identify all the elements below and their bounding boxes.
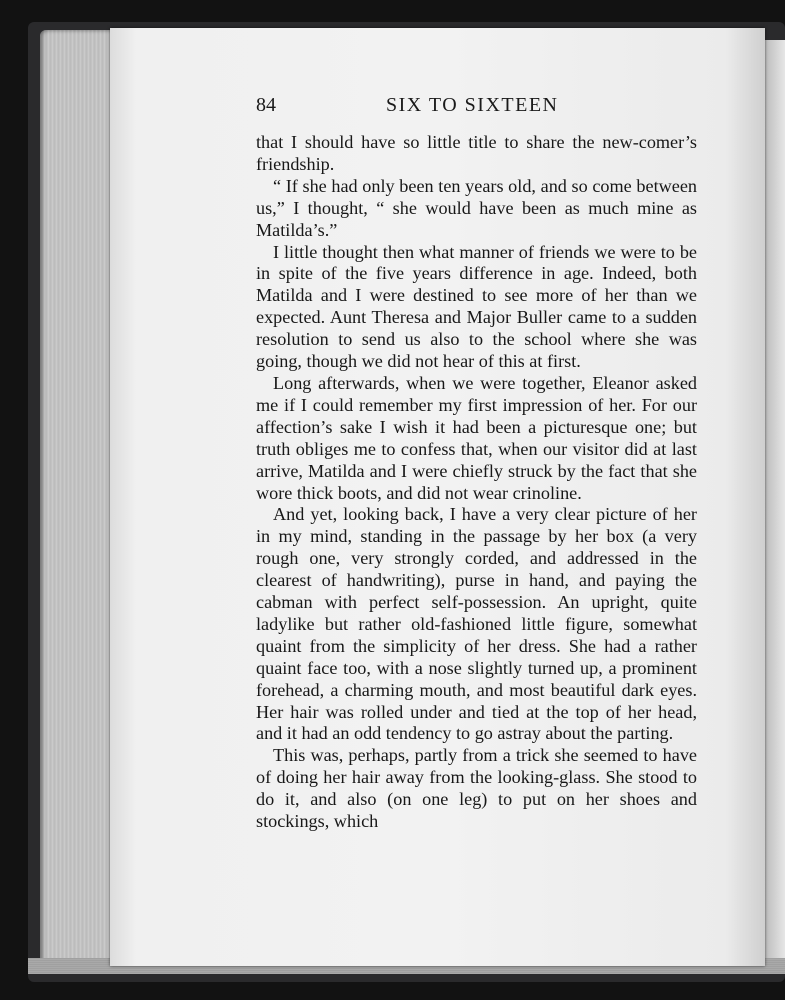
page-body	[256, 132, 697, 833]
paragraph: Long afterwards, when we were together, Eleanor asked me if I could remember my first impression of her. For our affection’s sake I wish it had been a picturesque one; but truth obliges me to confess that, when our visitor did at last arrive, Matilda and I were chiefly struck by the fact that she wore thick boots, and did not wear crinoline.	[256, 372, 697, 503]
paragraph: that I should have so little title to share the new-comer’s friendship.	[256, 132, 697, 174]
page-header	[256, 94, 696, 124]
facing-page-edge	[765, 40, 785, 960]
page-number: 84	[256, 94, 276, 116]
running-head: SIX TO SIXTEEN	[386, 94, 559, 116]
paragraph: And yet, looking back, I have a very clear picture of her in my mind, standing in the passage by her box (a very rough one, very strongly corded, and addressed in the clearest of handwriting), purse in hand, and paying the cabman with perfect self-possession. An upright, quite ladylike but rather old-fashioned little figure, somewhat quaint from the simplicity of her dress. She had a rather quaint face too, with a nose slightly turned up, a prominent forehead, a charming mouth, and most beautiful dark eyes. Her hair was rolled under and tied at the top of her head, and it had an odd tendency to go astray about the parting.	[256, 504, 697, 744]
paragraph: This was, perhaps, partly from a trick she seemed to have of doing her hair away from the looking-glass. She stood to do it, and also (on one leg) to put on her shoes and stockings, which	[256, 745, 697, 832]
paragraph: “ If she had only been ten years old, and so come between us,” I thought, “ she would have been as much mine as Matilda’s.”	[256, 175, 697, 240]
paragraph: I little thought then what manner of friends we were to be in spite of the five years difference in age. Indeed, both Matilda and I were destined to see more of her than we expected. Aunt Theresa and Major Buller came to a sudden resolution to send us also to the school where she was going, though we did not hear of this at first.	[256, 241, 697, 372]
